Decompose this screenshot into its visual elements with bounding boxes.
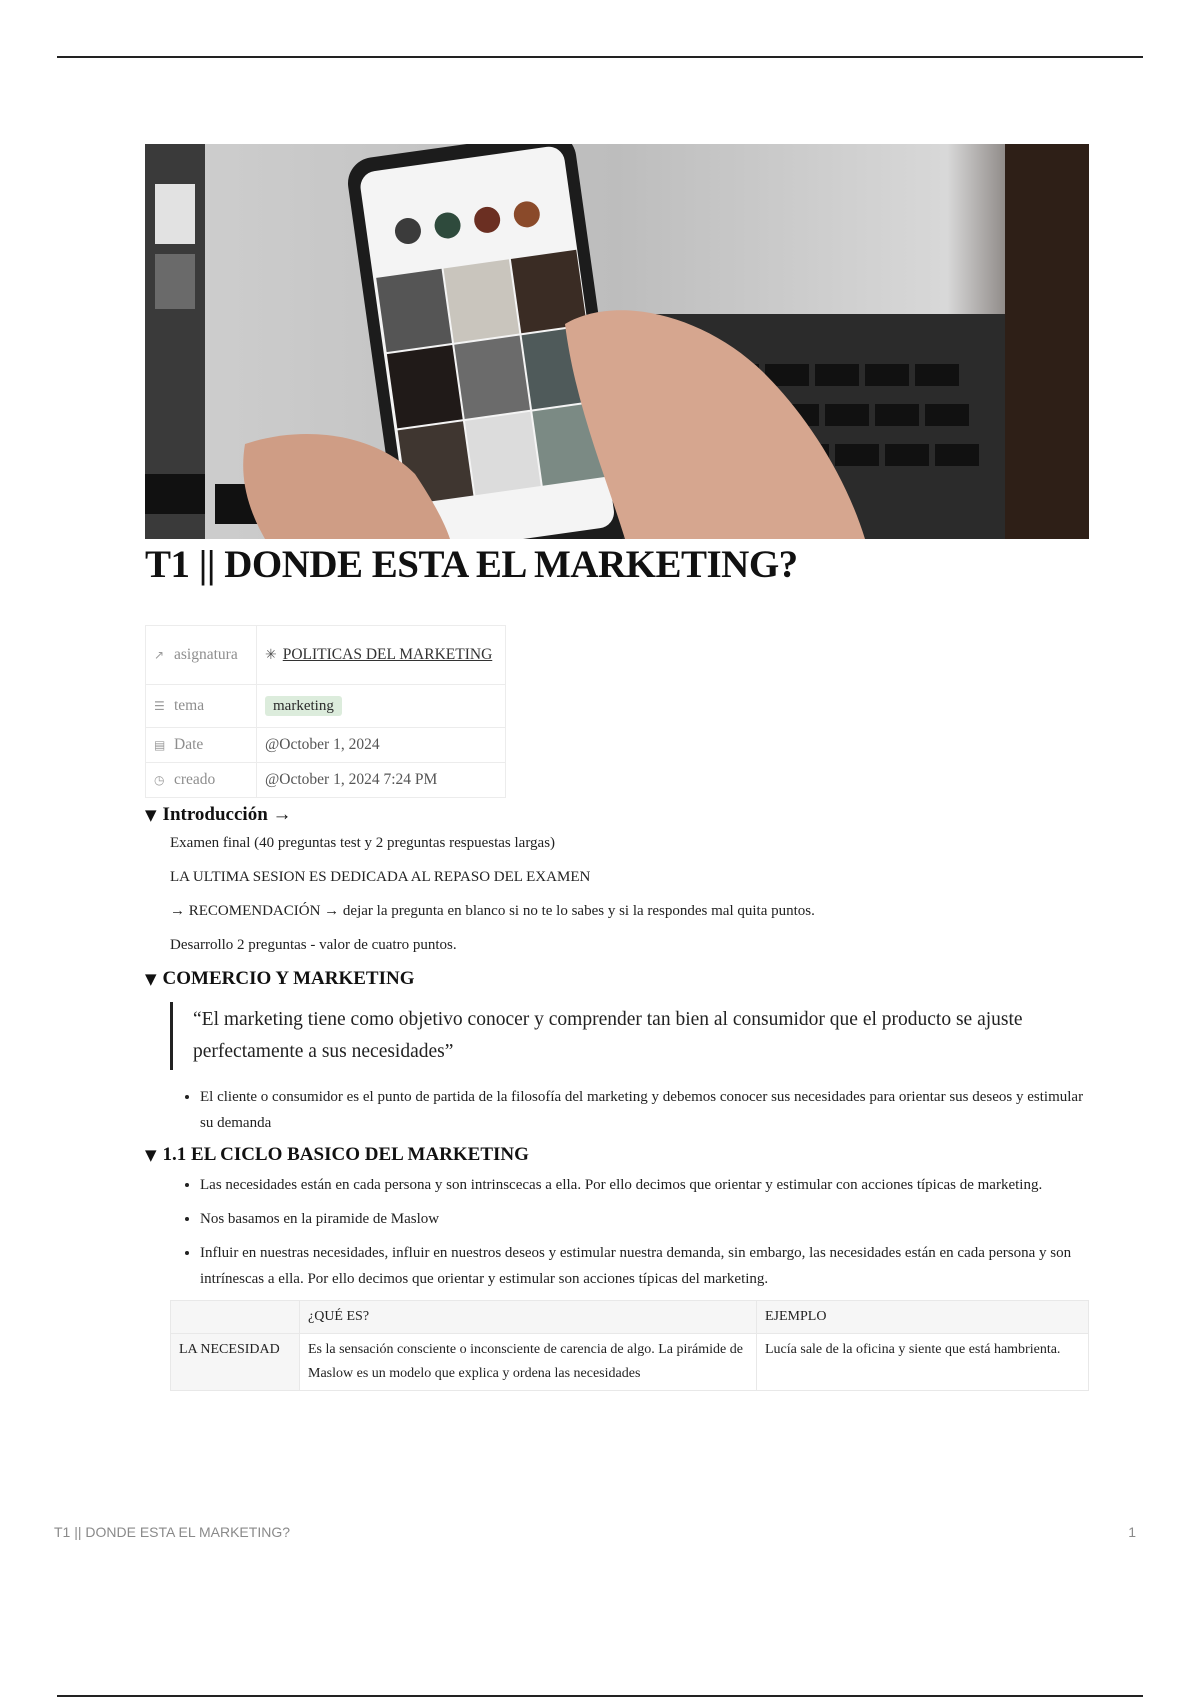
property-key: ◷ creado xyxy=(146,763,257,798)
property-key: ☰ tema xyxy=(146,685,257,728)
bullet-list xyxy=(145,1084,1089,1136)
table-header-row xyxy=(171,1301,1089,1334)
table-row-header: LA NECESIDAD xyxy=(171,1334,300,1391)
cover-image xyxy=(145,144,1089,539)
toggle-ciclo[interactable]: ▼ 1.1 EL CICLO BASICO DEL MARKETING xyxy=(145,1144,529,1165)
table-header-cell: ¿QUÉ ES? xyxy=(300,1301,757,1334)
properties-table xyxy=(145,625,506,798)
property-row xyxy=(146,626,506,685)
property-key: ↗ asignatura xyxy=(146,626,257,685)
clock-icon: ◷ xyxy=(154,773,165,787)
paragraph: → RECOMENDACIÓN → dejar la pregunta en blanco si no te lo sabes y si la respondes mal quita puntos. xyxy=(170,903,815,919)
table-row xyxy=(171,1334,1089,1391)
page-number: 1 xyxy=(1128,1524,1136,1540)
property-value[interactable]: @October 1, 2024 xyxy=(257,728,506,763)
list-icon: ☰ xyxy=(154,699,165,713)
intro-content xyxy=(145,826,1089,962)
toggle-triangle-icon[interactable]: ▼ xyxy=(145,806,157,824)
property-value[interactable] xyxy=(257,626,506,685)
paragraph: Desarrollo 2 preguntas - valor de cuatro puntos. xyxy=(170,937,457,953)
bullet-list xyxy=(145,1172,1089,1292)
bottom-rule xyxy=(57,1695,1143,1697)
paragraph: Examen final (40 preguntas test y 2 preguntas respuestas largas) xyxy=(170,835,556,851)
paragraph: LA ULTIMA SESION ES DEDICADA AL REPASO DEL EXAMEN xyxy=(170,869,591,885)
property-row xyxy=(146,685,506,728)
table-cell: Es la sensación consciente o inconsciente de carencia de algo. La pirámide de Maslow es un modelo que explica y ordena las necesidades xyxy=(300,1334,757,1391)
property-row xyxy=(146,728,506,763)
toggle-triangle-icon[interactable]: ▼ xyxy=(145,1146,157,1164)
list-item: • El cliente o consumidor es el punto de partida de la filosofía del marketing y debemos conocer sus necesidades para orientar sus deseos y estimular su demanda xyxy=(200,1084,1089,1136)
calendar-icon: ▤ xyxy=(154,738,166,752)
subject-link[interactable]: POLITICAS DEL MARKETING xyxy=(282,646,493,663)
needs-table xyxy=(170,1300,1089,1391)
toggle-introduccion[interactable]: ▼ Introducción → xyxy=(145,804,292,825)
list-item: • Las necesidades están en cada persona y son intrinscecas a ella. Por ello decimos que orientar y estimular con acciones típicas de marketing. xyxy=(200,1172,1089,1198)
arrow-icon: ↗ xyxy=(154,648,165,662)
page-title: T1 || DONDE ESTA EL MARKETING? xyxy=(145,543,798,586)
list-item: • Nos basamos en la piramide de Maslow xyxy=(200,1206,1089,1232)
table-header-cell: EJEMPLO xyxy=(757,1301,1089,1334)
list-item: • Influir en nuestras necesidades, influir en nuestros deseos y estimular nuestra demanda, sin embargo, las necesidades están en cada persona y son intrínescas a ella. Por ello decimos que orientar y estimular son acciones típicas del marketing. xyxy=(200,1240,1089,1292)
quote-block: “El marketing tiene como objetivo conocer y comprender tan bien al consumidor que el producto se ajuste perfectamente a sus necesidades” xyxy=(170,1002,1089,1070)
property-value[interactable] xyxy=(257,685,506,728)
sparkle-icon: ✳ xyxy=(265,647,277,663)
toggle-comercio[interactable]: ▼ COMERCIO Y MARKETING xyxy=(145,968,415,989)
table-header-cell xyxy=(171,1301,300,1334)
property-key: ▤ Date xyxy=(146,728,257,763)
toggle-triangle-icon[interactable]: ▼ xyxy=(145,970,157,988)
top-rule xyxy=(57,56,1143,58)
footer-title: T1 || DONDE ESTA EL MARKETING? xyxy=(54,1524,290,1540)
table-cell: Lucía sale de la oficina y siente que está hambrienta. xyxy=(757,1334,1089,1391)
tag-badge[interactable]: marketing xyxy=(265,696,342,716)
property-row xyxy=(146,763,506,798)
property-value: @October 1, 2024 7:24 PM xyxy=(257,763,506,798)
page-content xyxy=(145,144,1089,1391)
